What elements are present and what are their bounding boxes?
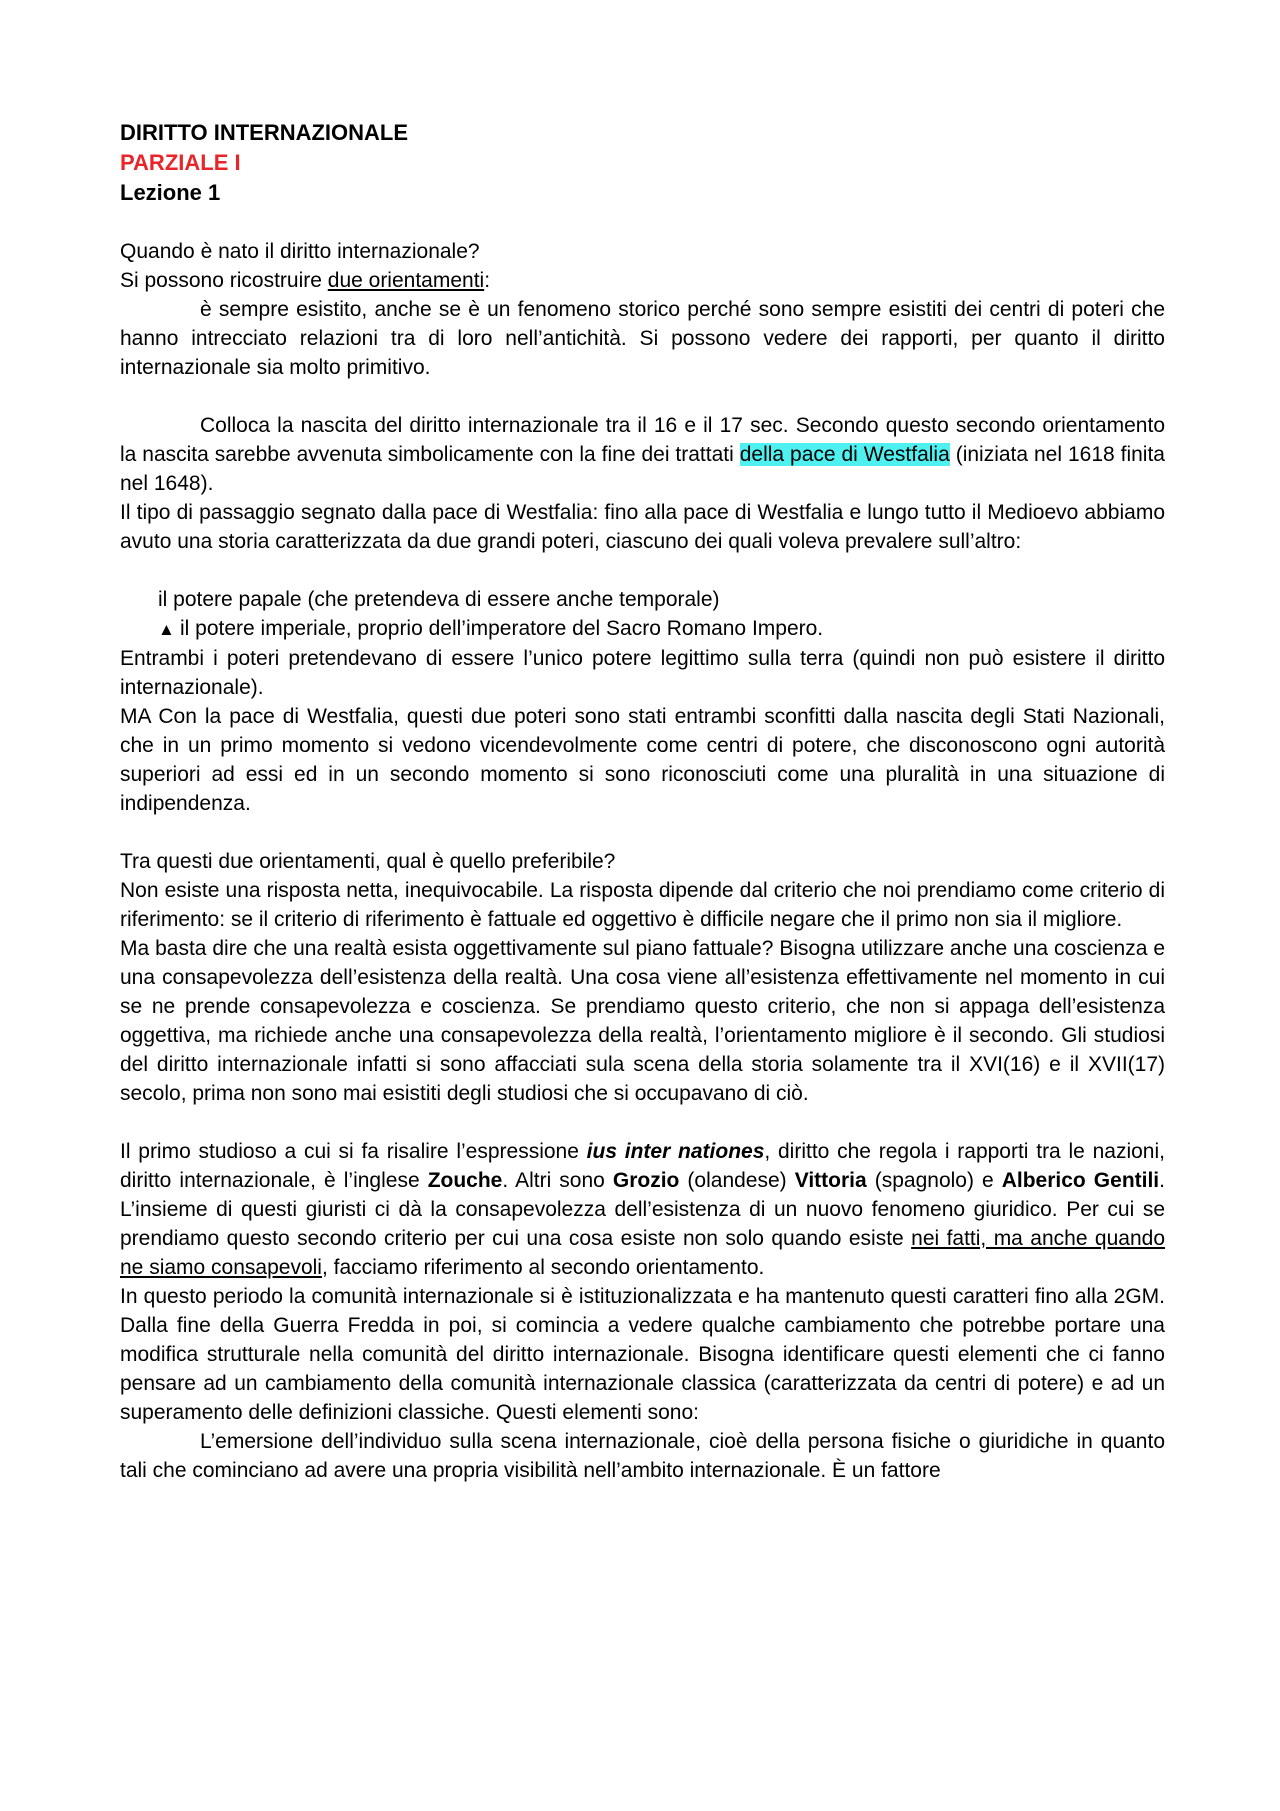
name-grozio: Grozio: [612, 1169, 680, 1192]
preferable-question: Tra questi due orientamenti, qual è quello preferibile?: [120, 850, 616, 873]
national-states-paragraph: MA Con la pace di Westfalia, questi due poteri sono stati entrambi sconfitti dalla nascita degli Stati Nazionali, che in un primo momento si vedono vicendevolmente come centri di potere, che disconoscono ogni autorità superiori ad essi ed in un secondo momento si sono riconosciuti come una pluralità in una situazione di indipendenza.: [120, 705, 1165, 815]
list-item: ▲ il potere imperiale, proprio dell’imperatore del Sacro Romano Impero.: [120, 614, 1165, 644]
spacer: [120, 208, 1165, 237]
westfalia-paragraph: Il tipo di passaggio segnato dalla pace di Westfalia: fino alla pace di Westfalia e lungo tutto il Medioevo abbiamo avuto una storia caratterizzata da due grandi poteri, ciascuno dei quali voleva prevalere sull’altro:: [120, 501, 1165, 553]
highlighted-text: della pace di Westfalia: [739, 443, 950, 466]
scholars-paragraph: Il primo studioso a cui si fa risalire l’espressione ius inter nationes, diritto che regola i rapporti tra le nazioni, diritto internazionale, è l’inglese Zouche. Altri sono Grozio (olandese) Vittoria (spagnolo) e Alberico Gentili. L’insieme di questi giuristi ci dà la consapevolezza dell’esistenza di un nuovo fenomeno giuridico. Per cui se prendiamo questo secondo criterio per cui una cosa esiste non solo quando esiste nei fatti, ma anche quando ne siamo consapevoli, facciamo riferimento al secondo orientamento.: [120, 1140, 1166, 1279]
community-paragraph: In questo periodo la comunità internazionale si è istituzionalizzata e ha mantenuto questi caratteri fino alla 2GM. Dalla fine della Guerra Fredda in poi, si comincia a vedere qualche cambiamento che potrebbe portare una modifica strutturale nella comunità del diritto internazionale. Bisogna identificare questi elementi che ci fanno pensare ad un cambiamento della comunità internazionale classica (caratterizzata da centri di potere) e ad un superamento delle definizioni classiche. Questi elementi sono:: [120, 1285, 1165, 1424]
ius-inter-nationes: ius inter nationes: [586, 1140, 765, 1163]
question-paragraph: Quando è nato il diritto internazionale?: [120, 240, 480, 263]
orientations-intro: Si possono ricostruire due orientamenti:: [120, 269, 491, 292]
powers-paragraph: Entrambi i poteri pretendevano di essere l’unico potere legittimo sulla terra (quindi non può esistere il diritto internazionale).: [120, 647, 1165, 699]
underlined-text: due orientamenti: [327, 269, 485, 292]
first-orientation-paragraph: è sempre esistito, anche se è un fenomeno storico perché sono sempre esistiti dei centri di poteri che hanno intrecciato relazioni tra di loro nell’antichità. Si possono vedere dei rapporti, per quanto il diritto internazionale sia molto primitivo.: [120, 298, 1165, 379]
triangle-bullet-icon: ▲: [158, 620, 175, 639]
spacer: [120, 556, 1165, 585]
spacer: [120, 1108, 1165, 1137]
name-gentili: Alberico Gentili: [1001, 1169, 1160, 1192]
document-subtitle: PARZIALE I: [120, 150, 241, 175]
lesson-heading: Lezione 1: [120, 180, 221, 205]
spacer: [120, 818, 1165, 847]
answer-paragraph: Non esiste una risposta netta, inequivocabile. La risposta dipende dal criterio che noi prendiamo come criterio di riferimento: se il criterio di riferimento è fattuale ed oggettivo è difficile negare che il primo non sia il migliore.: [120, 879, 1165, 931]
awareness-paragraph: Ma basta dire che una realtà esista oggettivamente sul piano fattuale? Bisogna utilizzare anche una coscienza e una consapevolezza dell’esistenza della realtà. Una cosa viene all’esistenza effettivamente nel momento in cui se ne prende consapevolezza e coscienza. Se prendiamo questo criterio, che non si appaga dell’esistenza oggettiva, ma richiede anche una consapevolezza della realtà, l’orientamento migliore è il secondo. Gli studiosi del diritto internazionale infatti si sono affacciati sula scena della storia solamente tra il XVI(16) e il XVII(17) secolo, prima non sono mai esistiti degli studiosi che si occupavano di ciò.: [120, 937, 1165, 1105]
spacer: [120, 382, 1165, 411]
name-zouche: Zouche: [427, 1169, 503, 1192]
individual-paragraph: L’emersione dell’individuo sulla scena internazionale, cioè della persona fisiche o giuridiche in quanto tali che cominciano ad avere una propria visibilità nell’ambito internazionale. È un fattore: [120, 1430, 1165, 1482]
list-item: il potere papale (che pretendeva di essere anche temporale): [158, 588, 720, 611]
document-page: [120, 118, 1165, 1485]
underlined-text: nei fatti, ma anche quando ne siamo consapevoli: [120, 1227, 1166, 1279]
document-title: DIRITTO INTERNAZIONALE: [120, 120, 409, 145]
second-orientation-paragraph: Colloca la nascita del diritto internazionale tra il 16 e il 17 sec. Secondo questo secondo orientamento la nascita sarebbe avvenuta simbolicamente con la fine dei trattati della pace di Westfalia (iniziata nel 1618 finita nel 1648).: [120, 414, 1165, 495]
name-vittoria: Vittoria: [794, 1169, 867, 1192]
